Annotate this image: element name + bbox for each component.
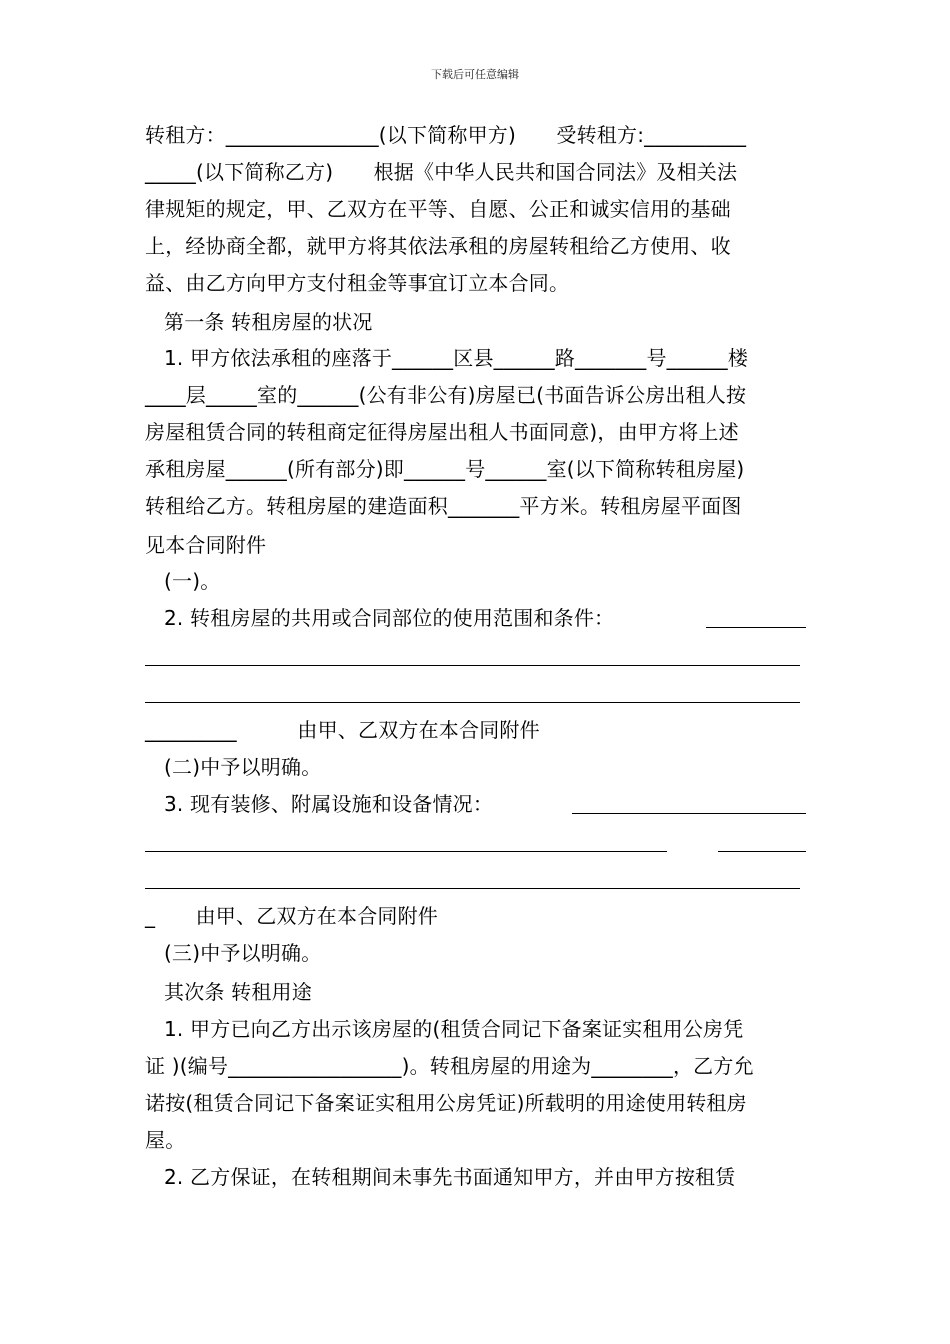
blank-line (145, 702, 800, 703)
paragraph-line: _________ 由甲、乙双方在本合同附件 (145, 718, 540, 742)
section-heading: 其次条 转租用途 (164, 980, 312, 1004)
paragraph-line: 2. 乙方保证，在转租期间未事先书面通知甲方，并由甲方按租赁 (164, 1165, 736, 1189)
paragraph-line: 律规矩的规定，甲、乙双方在平等、自愿、公正和诚实信用的基础 (145, 197, 731, 221)
paragraph-line: 诺按(租赁合同记下备案证实租用公房凭证)所载明的用途使用转租房 (145, 1091, 747, 1115)
paragraph-line: ____层_____室的______(公有非公有)房屋已(书面告诉公房出租人按 (145, 383, 747, 407)
blank-line (145, 665, 800, 666)
paragraph-line: 承租房屋______(所有部分)即______号______室(以下简称转租房屋) (145, 457, 745, 481)
blank-line (145, 888, 800, 889)
paragraph-line: 2. 转租房屋的共用或合同部位的使用范围和条件： (164, 606, 615, 630)
page-header: 下载后可任意编辑 (431, 68, 519, 81)
paragraph-line: (二)中予以明确。 (164, 755, 322, 779)
blank-line (572, 813, 806, 814)
blank-line (706, 627, 806, 628)
blank-line (718, 851, 806, 852)
paragraph-line: 3. 现有装修、附属设施和设备情况： (164, 792, 494, 816)
paragraph-line: 证 )(编号_________________)。转租房屋的用途为________，乙方允 (145, 1054, 754, 1078)
paragraph-line: _ 由甲、乙双方在本合同附件 (145, 904, 438, 928)
section-heading: 第一条 转租房屋的状况 (164, 310, 373, 334)
paragraph-line: (一)。 (164, 569, 221, 593)
paragraph-line: 1. 甲方已向乙方出示该房屋的(租赁合同记下备案证实租用公房凭 (164, 1017, 744, 1041)
paragraph-line: 1. 甲方依法承租的座落于______区县______路_______号______楼 (164, 346, 749, 370)
paragraph-line: 见本合同附件 (145, 533, 267, 557)
paragraph-line: 转租方：_______________(以下简称甲方) 受转租方:__________ (145, 123, 747, 147)
paragraph-line: _____(以下简称乙方) 根据《中华人民共和国合同法》及相关法 (145, 160, 738, 184)
paragraph-line: 益、由乙方向甲方支付租金等事宜订立本合同。 (145, 271, 570, 295)
blank-line (145, 851, 667, 852)
paragraph-line: 转租给乙方。转租房屋的建造面积_______平方米。转租房屋平面图 (145, 494, 742, 518)
paragraph-line: 上，经协商全都，就甲方将其依法承租的房屋转租给乙方使用、收 (145, 234, 731, 258)
paragraph-line: 房屋租赁合同的转租商定征得房屋出租人书面同意)，由甲方将上述 (145, 420, 739, 444)
paragraph-line: 屋。 (145, 1128, 186, 1152)
paragraph-line: (三)中予以明确。 (164, 941, 322, 965)
